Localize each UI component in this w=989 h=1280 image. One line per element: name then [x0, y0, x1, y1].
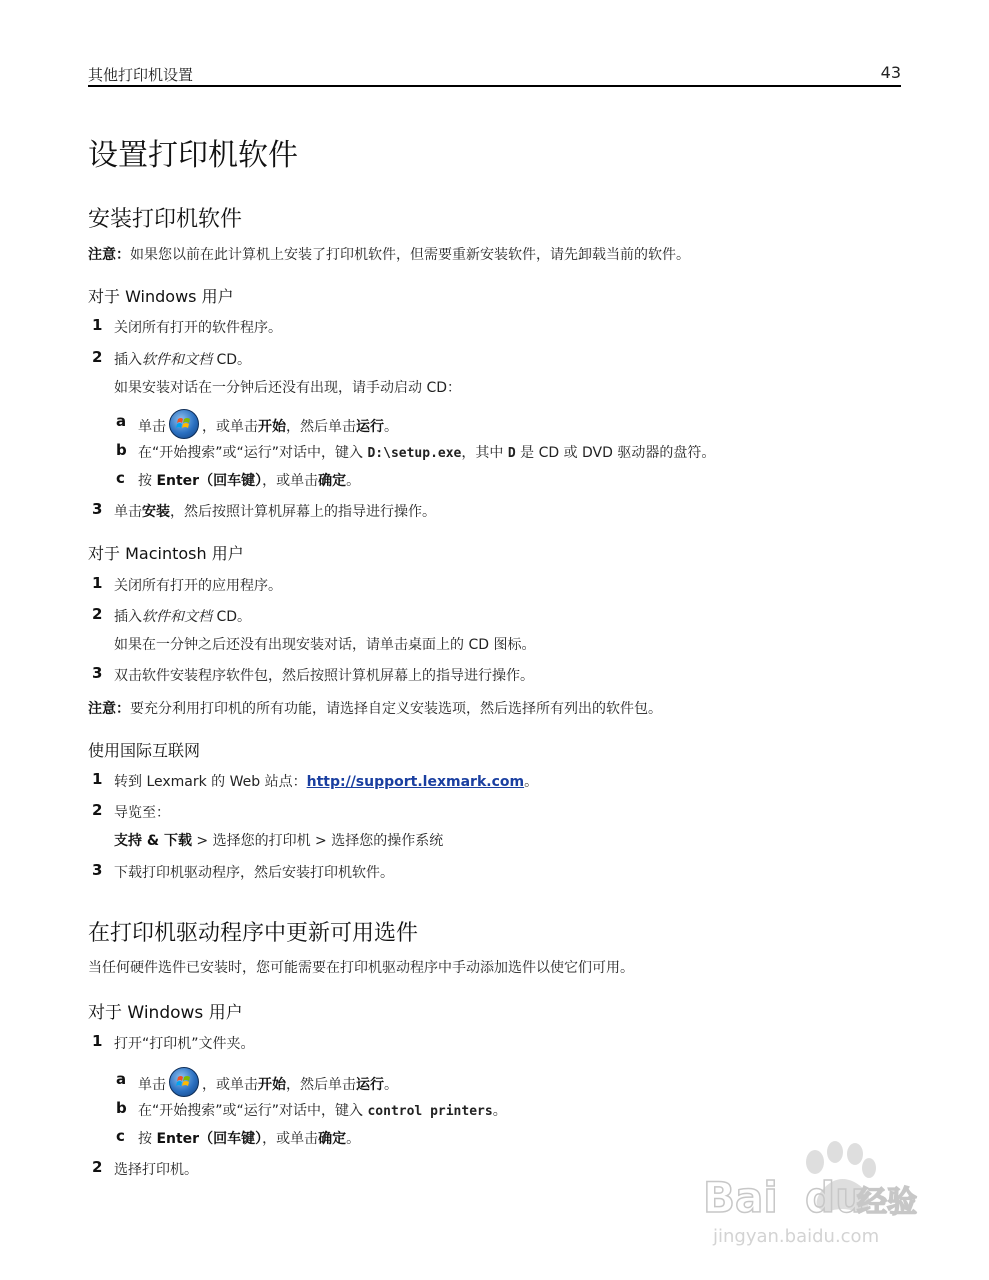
baidu-watermark	[697, 1130, 927, 1250]
text-fragment: 插入	[114, 352, 142, 368]
step-subtext: 如果安装对话在一分钟后还没有出现，请手动启动 CD：	[114, 380, 462, 396]
step-text: 下载打印机驱动程序，然后安装打印机软件。	[114, 865, 394, 881]
subheading-internet: 使用国际互联网	[88, 741, 201, 760]
text-fragment: ，然后按照计算机屏幕上的指导进行操作。	[170, 504, 436, 520]
text-fragment: 转到 Lexmark 的 Web 站点：	[114, 774, 307, 790]
command-code: D:\setup.exe	[367, 446, 462, 461]
command-code: control printers	[367, 1104, 493, 1119]
navigation-path	[114, 830, 443, 850]
step-number: 2	[92, 1158, 103, 1176]
text-fragment: 是 CD 或 DVD 驱动器的盘符。	[515, 445, 716, 461]
subheading-windows-update: 对于 Windows 用户	[88, 1003, 243, 1023]
cd-name: 软件和文档	[142, 609, 212, 625]
step-number: 1	[92, 316, 103, 334]
key-enter: Enter	[156, 1131, 200, 1147]
step-text: 选择打印机。	[114, 1162, 198, 1178]
key-enter-desc: （回车键）	[199, 473, 263, 489]
substep-letter: b	[116, 1099, 127, 1117]
text-fragment: 单击	[114, 504, 142, 520]
text-fragment: ，或单击	[262, 473, 319, 489]
text-fragment: 。	[384, 1077, 398, 1093]
path-support-download: 支持 & 下载	[114, 833, 192, 849]
watermark-brand3: 经验	[857, 1185, 917, 1220]
substep-letter: b	[116, 441, 127, 459]
page-title: 设置打印机软件	[88, 138, 298, 173]
menu-run: 运行	[356, 419, 384, 435]
page-number: 43	[880, 63, 901, 82]
substep-letter: c	[116, 469, 125, 487]
substep-letter: a	[116, 1070, 127, 1088]
step-number: 1	[92, 574, 103, 592]
install-note	[88, 244, 690, 264]
header-divider	[88, 85, 901, 87]
step-number: 1	[92, 770, 103, 788]
note-text: 要充分利用打印机的所有功能，请选择自定义安装选项，然后选择所有列出的软件包。	[130, 701, 662, 717]
section-heading-install: 安装打印机软件	[88, 207, 243, 232]
step-subtext: 如果在一分钟之后还没有出现安装对话，请单击桌面上的 CD 图标。	[114, 637, 536, 653]
text-fragment: 单击	[138, 419, 166, 435]
text-fragment: 按	[138, 473, 157, 489]
step-number: 2	[92, 348, 103, 366]
subheading-macintosh: 对于 Macintosh 用户	[88, 544, 244, 563]
text-fragment: ，然后单击	[286, 419, 356, 435]
step-text	[114, 606, 251, 626]
text-fragment: ，然后单击	[286, 1077, 356, 1093]
note-label: 注意：	[88, 701, 130, 717]
text-fragment: ，或单击	[262, 1131, 319, 1147]
text-fragment: 在“开始搜索”或“运行”对话中，键入	[138, 1103, 368, 1119]
subheading-windows: 对于 Windows 用户	[88, 287, 234, 306]
step-text: 关闭所有打开的软件程序。	[114, 320, 282, 336]
running-header-title: 其他打印机设置	[88, 66, 194, 84]
substep-letter: c	[116, 1127, 125, 1145]
step-number: 3	[92, 664, 103, 682]
key-enter: Enter	[156, 473, 200, 489]
text-fragment: 。	[346, 473, 361, 489]
watermark-url: jingyan.baidu.com	[713, 1226, 880, 1247]
text-fragment: ，或单击	[202, 1077, 258, 1093]
lexmark-support-link[interactable]: http://support.lexmark.com	[306, 774, 525, 790]
text-fragment: 单击	[138, 1077, 166, 1093]
text-fragment: 插入	[114, 609, 142, 625]
windows-start-icon[interactable]	[169, 1067, 199, 1097]
text-fragment: 。	[524, 774, 539, 790]
step-text: 双击软件安装程序软件包，然后按照计算机屏幕上的指导进行操作。	[114, 668, 534, 684]
step-number: 2	[92, 605, 103, 623]
substep-text	[138, 1128, 360, 1148]
menu-start: 开始	[258, 419, 286, 435]
watermark-brand2: du	[805, 1173, 865, 1222]
substep-text	[138, 412, 398, 442]
step-number: 1	[92, 1032, 103, 1050]
substep-text	[138, 442, 715, 462]
substep-text	[138, 1100, 507, 1120]
text-fragment: 在“开始搜索”或“运行”对话中，键入	[138, 445, 368, 461]
step-number: 2	[92, 801, 103, 819]
step-text: 导览至：	[114, 805, 170, 821]
step-text: 关闭所有打开的应用程序。	[114, 578, 282, 594]
windows-start-icon[interactable]	[169, 409, 199, 439]
text-fragment: 。	[384, 419, 398, 435]
step-text	[114, 771, 538, 791]
step-text: 打开“打印机”文件夹。	[114, 1036, 255, 1052]
menu-run: 运行	[356, 1077, 384, 1093]
path-rest: > 选择您的打印机 > 选择您的操作系统	[191, 833, 444, 849]
substep-letter: a	[116, 412, 127, 430]
note-label: 注意：	[88, 247, 130, 263]
text-fragment: CD。	[212, 352, 252, 368]
drive-letter-code: D	[507, 446, 516, 461]
text-fragment: 。	[492, 1103, 507, 1119]
text-fragment: ，或单击	[202, 419, 258, 435]
substep-text	[138, 1070, 398, 1100]
text-fragment: ，其中	[461, 445, 508, 461]
step-text	[114, 349, 251, 369]
text-fragment: CD。	[212, 609, 252, 625]
button-ok: 确定	[318, 473, 347, 489]
step-text	[114, 501, 436, 521]
text-fragment: 按	[138, 1131, 157, 1147]
button-install: 安装	[142, 504, 170, 520]
update-intro: 当任何硬件选件已安装时，您可能需要在打印机驱动程序中手动添加选件以使它们可用。	[88, 960, 634, 976]
key-enter-desc: （回车键）	[199, 1131, 263, 1147]
text-fragment: 。	[346, 1131, 361, 1147]
step-number: 3	[92, 861, 103, 879]
watermark-brand: Bai	[703, 1173, 778, 1222]
button-ok: 确定	[318, 1131, 347, 1147]
menu-start: 开始	[258, 1077, 286, 1093]
step-number: 3	[92, 500, 103, 518]
substep-text	[138, 470, 360, 490]
cd-name: 软件和文档	[142, 352, 212, 368]
section-heading-update: 在打印机驱动程序中更新可用选件	[88, 921, 419, 946]
mac-note	[88, 698, 662, 718]
note-text: 如果您以前在此计算机上安装了打印机软件，但需要重新安装软件，请先卸载当前的软件。	[130, 247, 690, 263]
